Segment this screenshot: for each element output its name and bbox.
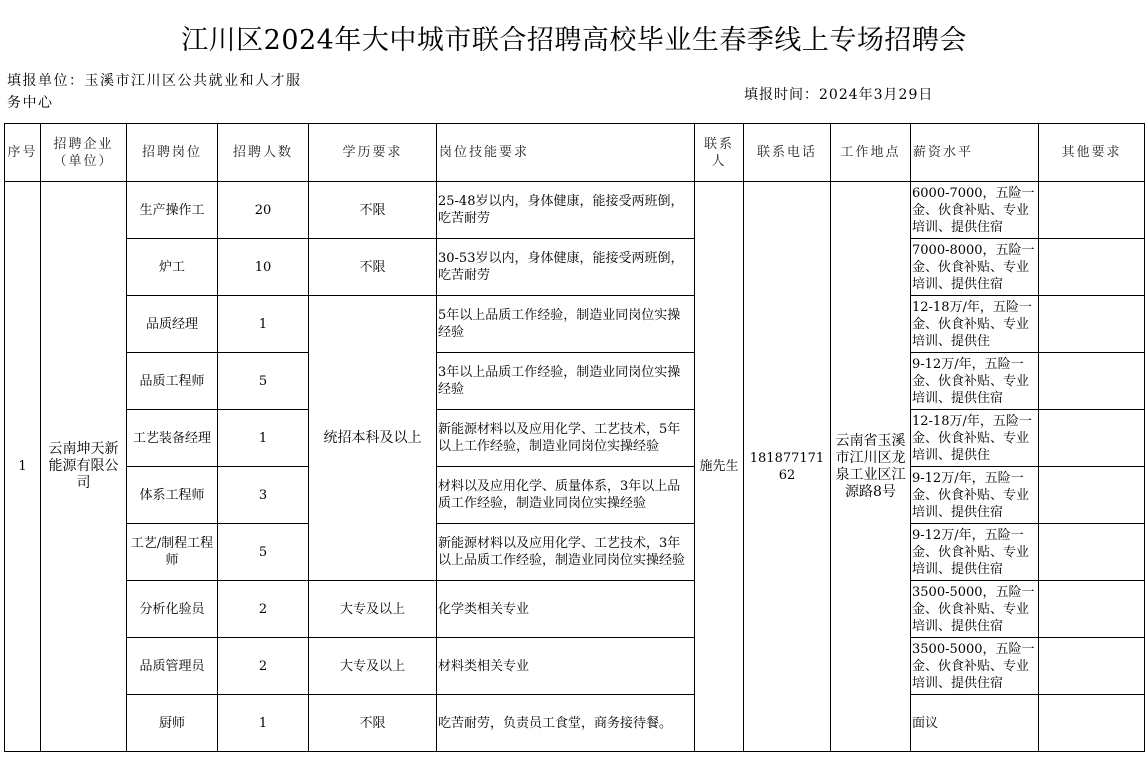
fill-date: 填报时间：2024年3月29日 (744, 87, 934, 103)
cell-other (1039, 638, 1145, 695)
cell-skills: 材料类相关专业 (437, 638, 695, 695)
cell-count: 5 (218, 524, 309, 581)
cell-position: 工艺/制程工程师 (127, 524, 218, 581)
cell-edu: 大专及以上 (309, 638, 437, 695)
cell-salary: 7000-8000，五险一金、伙食补贴、专业培训、提供住宿 (911, 239, 1039, 296)
cell-other (1039, 296, 1145, 353)
cell-position: 厨师 (127, 695, 218, 752)
cell-edu: 不限 (309, 239, 437, 296)
cell-salary: 面议 (911, 695, 1039, 752)
table-row (5, 695, 1145, 752)
table-row (5, 353, 1145, 410)
cell-skills: 5年以上品质工作经验，制造业同岗位实操经验 (437, 296, 695, 353)
cell-salary: 3500-5000，五险一金、伙食补贴、专业培训、提供住宿 (911, 638, 1039, 695)
table-row (5, 410, 1145, 467)
cell-other (1039, 239, 1145, 296)
table-row (5, 182, 1145, 239)
cell-company: 云南坤天新能源有限公司 (41, 182, 127, 752)
header-location: 工作地点 (831, 124, 911, 182)
cell-phone: 18187717162 (744, 182, 831, 752)
cell-other (1039, 410, 1145, 467)
table-row (5, 581, 1145, 638)
header-phone: 联系电话 (744, 124, 831, 182)
cell-salary: 9-12万/年，五险一金、伙食补贴、专业培训、提供住宿 (911, 353, 1039, 410)
header-other: 其他要求 (1039, 124, 1145, 182)
cell-other (1039, 695, 1145, 752)
cell-position: 品质经理 (127, 296, 218, 353)
cell-position: 工艺装备经理 (127, 410, 218, 467)
cell-count: 2 (218, 638, 309, 695)
cell-salary: 3500-5000，五险一金、伙食补贴、专业培训、提供住宿 (911, 581, 1039, 638)
cell-position: 品质管理员 (127, 638, 218, 695)
cell-count: 20 (218, 182, 309, 239)
cell-edu: 不限 (309, 695, 437, 752)
cell-count: 1 (218, 296, 309, 353)
header-edu: 学历要求 (309, 124, 437, 182)
table-row (5, 239, 1145, 296)
cell-position: 分析化验员 (127, 581, 218, 638)
cell-salary: 9-12万/年，五险一金、伙食补贴、专业培训、提供住宿 (911, 524, 1039, 581)
table-row (5, 467, 1145, 524)
header-seq: 序号 (5, 124, 41, 182)
cell-other (1039, 467, 1145, 524)
cell-contact: 施先生 (695, 182, 744, 752)
header-contact: 联系人 (695, 124, 744, 182)
cell-count: 5 (218, 353, 309, 410)
cell-skills: 材料以及应用化学、质量体系，3年以上品质工作经验，制造业同岗位实操经验 (437, 467, 695, 524)
fill-unit: 填报单位：玉溪市江川区公共就业和人才服务中心 (7, 73, 302, 111)
cell-salary: 12-18万/年，五险一金、伙食补贴、专业培训、提供住 (911, 296, 1039, 353)
header-salary: 薪资水平 (911, 124, 1039, 182)
table-row (5, 524, 1145, 581)
cell-count: 10 (218, 239, 309, 296)
cell-salary: 9-12万/年，五险一金、伙食补贴、专业培训、提供住宿 (911, 467, 1039, 524)
cell-count: 1 (218, 410, 309, 467)
cell-other (1039, 353, 1145, 410)
cell-other (1039, 182, 1145, 239)
cell-count: 1 (218, 695, 309, 752)
cell-edu: 大专及以上 (309, 581, 437, 638)
page-title: 江川区2024年大中城市联合招聘高校毕业生春季线上专场招聘会 (181, 25, 967, 56)
cell-salary: 6000-7000，五险一金、伙食补贴、专业培训、提供住宿 (911, 182, 1039, 239)
header-company: 招聘企业（单位） (41, 124, 127, 182)
cell-count: 2 (218, 581, 309, 638)
cell-other (1039, 581, 1145, 638)
header-count: 招聘人数 (218, 124, 309, 182)
cell-location: 云南省玉溪市江川区龙泉工业区江源路8号 (831, 182, 911, 752)
header-row (5, 124, 1145, 182)
header-position: 招聘岗位 (127, 124, 218, 182)
cell-skills: 新能源材料以及应用化学、工艺技术，5年以上工作经验，制造业同岗位实操经验 (437, 410, 695, 467)
table-row (5, 638, 1145, 695)
cell-skills: 25-48岁以内，身体健康，能接受两班倒，吃苦耐劳 (437, 182, 695, 239)
cell-position: 炉工 (127, 239, 218, 296)
cell-position: 生产操作工 (127, 182, 218, 239)
recruitment-table (4, 123, 1145, 752)
cell-salary: 12-18万/年，五险一金、伙食补贴、专业培训、提供住 (911, 410, 1039, 467)
table-row (5, 296, 1145, 353)
cell-edu: 统招本科及以上 (309, 296, 437, 581)
cell-position: 体系工程师 (127, 467, 218, 524)
cell-skills: 化学类相关专业 (437, 581, 695, 638)
header-skills: 岗位技能要求 (437, 124, 695, 182)
cell-skills: 30-53岁以内，身体健康，能接受两班倒，吃苦耐劳 (437, 239, 695, 296)
cell-edu: 不限 (309, 182, 437, 239)
cell-other (1039, 524, 1145, 581)
cell-seq: 1 (5, 182, 41, 752)
cell-skills: 新能源材料以及应用化学、工艺技术，3年以上品质工作经验，制造业同岗位实操经验 (437, 524, 695, 581)
cell-count: 3 (218, 467, 309, 524)
cell-skills: 吃苦耐劳，负责员工食堂，商务接待餐。 (437, 695, 695, 752)
cell-position: 品质工程师 (127, 353, 218, 410)
cell-skills: 3年以上品质工作经验，制造业同岗位实操经验 (437, 353, 695, 410)
